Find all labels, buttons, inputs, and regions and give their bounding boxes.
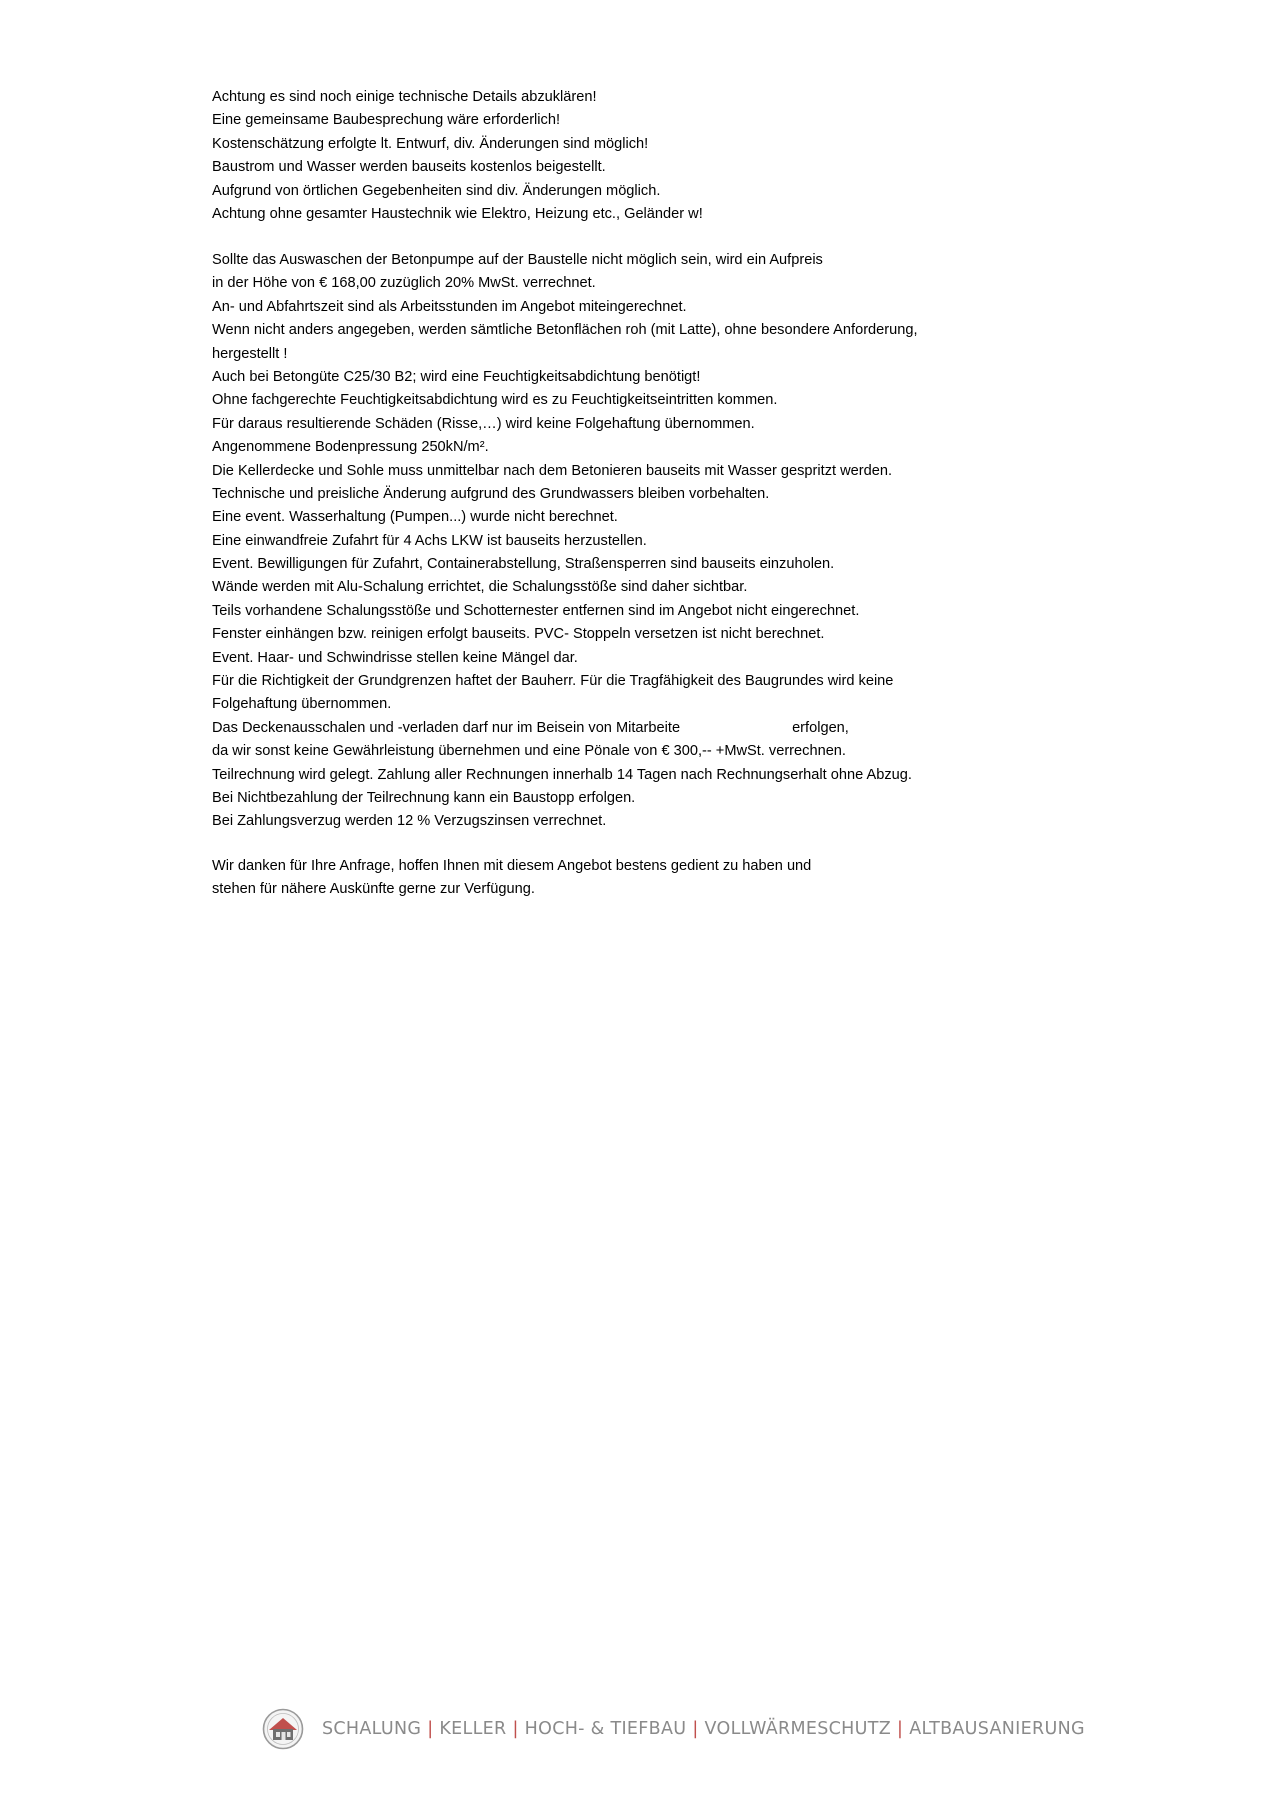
text-line: Achtung es sind noch einige technische Details abzuklären! (212, 89, 597, 105)
redaction-box (680, 720, 792, 736)
text-line: Folgehaftung übernommen. (212, 696, 392, 713)
text-line: Wir danken für Ihre Anfrage, hoffen Ihnen mit diesem Angebot bestens gedient zu haben und (212, 858, 812, 874)
footer-separator: | (512, 1719, 519, 1739)
company-footer (262, 1706, 1085, 1752)
text-line: Angenommene Bodenpressung 250kN/m². (212, 439, 489, 456)
text-line: Event. Haar- und Schwindrisse stellen keine Mängel dar. (212, 649, 578, 666)
footer-item-altbausanierung: ALTBAUSANIERUNG (909, 1719, 1085, 1739)
text-line: Für die Richtigkeit der Grundgrenzen haftet der Bauherr. Für die Tragfähigkeit des Baugrundes wird keine (212, 673, 894, 690)
text-line: Baustrom und Wasser werden bauseits kostenlos beigestellt. (212, 159, 606, 176)
footer-item-schalung: SCHALUNG (322, 1719, 422, 1739)
notes-block-technical (212, 86, 1012, 226)
redacted-line-after: erfolgen, (792, 719, 849, 736)
notes-block-conditions (212, 249, 1012, 834)
text-line: Aufgrund von örtlichen Gegebenheiten sind div. Änderungen möglich. (212, 182, 661, 199)
text-line: da wir sonst keine Gewährleistung übernehmen und eine Pönale von € 300,-- +MwSt. verrechnen. (212, 743, 846, 760)
text-line: Bei Nichtbezahlung der Teilrechnung kann ein Baustopp erfolgen. (212, 789, 636, 806)
text-line: Fenster einhängen bzw. reinigen erfolgt bauseits. PVC- Stoppeln versetzen ist nicht berechnet. (212, 626, 825, 643)
text-line: Kostenschätzung erfolgte lt. Entwurf, div. Änderungen sind möglich! (212, 135, 649, 152)
text-line: Teilrechnung wird gelegt. Zahlung aller Rechnungen innerhalb 14 Tagen nach Rechnungserhalt ohne Abzug. (212, 766, 912, 783)
footer-separator: | (692, 1719, 699, 1739)
footer-item-vollwaermeschutz: VOLLWÄRMESCHUTZ (704, 1719, 891, 1739)
footer-item-hoch-tiefbau: HOCH- & TIEFBAU (524, 1719, 687, 1739)
text-line: Bei Zahlungsverzug werden 12 % Verzugszinsen verrechnet. (212, 813, 607, 830)
redacted-text-line (212, 717, 1012, 740)
text-line: Wenn nicht anders angegeben, werden sämtliche Betonflächen roh (mit Latte), ohne besondere Anforderung, (212, 322, 918, 339)
text-line: Event. Bewilligungen für Zufahrt, Containerabstellung, Straßensperren sind bauseits einzuholen. (212, 556, 835, 573)
text-line: hergestellt ! (212, 345, 288, 362)
text-line: An- und Abfahrtszeit sind als Arbeitsstunden im Angebot miteingerechnet. (212, 298, 687, 315)
text-line: Sollte das Auswaschen der Betonpumpe auf der Baustelle nicht möglich sein, wird ein Aufpreis (212, 252, 823, 268)
text-line: Eine einwandfreie Zufahrt für 4 Achs LKW ist bauseits herzustellen. (212, 532, 647, 549)
text-line: Eine event. Wasserhaltung (Pumpen...) wurde nicht berechnet. (212, 509, 618, 526)
text-line: Wände werden mit Alu-Schalung errichtet, die Schalungsstöße sind daher sichtbar. (212, 579, 748, 596)
text-line: Auch bei Betongüte C25/30 B2; wird eine Feuchtigkeitsabdichtung benötigt! (212, 368, 701, 385)
text-line: Ohne fachgerechte Feuchtigkeitsabdichtung wird es zu Feuchtigkeitseintritten kommen. (212, 392, 778, 409)
text-line: Teils vorhandene Schalungsstöße und Schotternester entfernen sind im Angebot nicht eingerechnet. (212, 602, 860, 619)
footer-separator: | (897, 1719, 904, 1739)
footer-separator: | (427, 1719, 434, 1739)
text-line: Technische und preisliche Änderung aufgrund des Grundwassers bleiben vorbehalten. (212, 485, 770, 502)
text-line: in der Höhe von € 168,00 zuzüglich 20% MwSt. verrechnet. (212, 275, 596, 292)
redacted-line-before: Das Deckenausschalen und -verladen darf nur im Beisein von Mitarbeite (212, 719, 681, 736)
text-line: Eine gemeinsame Baubesprechung wäre erforderlich! (212, 112, 561, 129)
closing-block (212, 855, 1012, 902)
text-line: Achtung ohne gesamter Haustechnik wie Elektro, Heizung etc., Geländer w! (212, 205, 703, 222)
footer-item-keller: KELLER (439, 1719, 507, 1739)
house-logo-icon (262, 1708, 304, 1750)
text-line: stehen für nähere Auskünfte gerne zur Verfügung. (212, 881, 535, 898)
text-line: Für daraus resultierende Schäden (Risse,…) wird keine Folgehaftung übernommen. (212, 415, 755, 432)
footer-services (322, 1719, 1085, 1739)
text-line: Die Kellerdecke und Sohle muss unmittelbar nach dem Betonieren bauseits mit Wasser gespritzt werden. (212, 462, 893, 479)
